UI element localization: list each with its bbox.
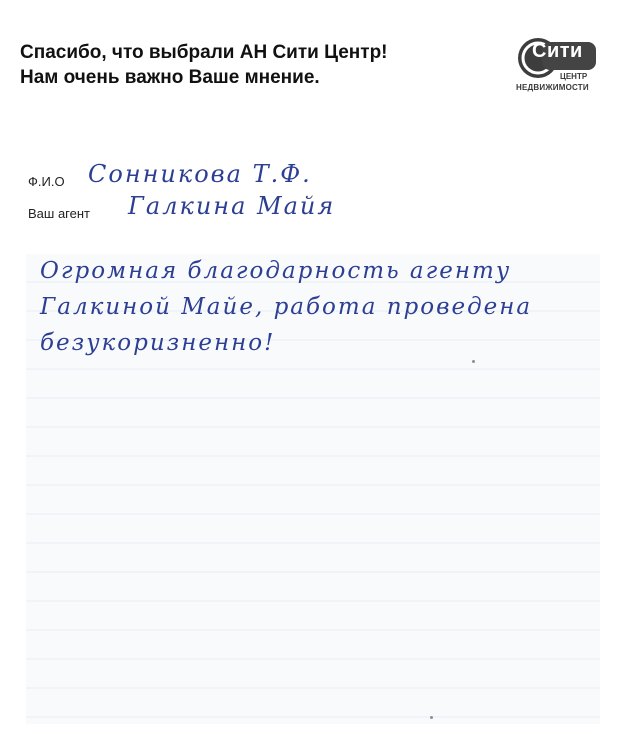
- name-value: Сонникова Т.Ф.: [88, 160, 312, 188]
- comment-line-3: безукоризненно!: [40, 330, 276, 356]
- agent-value: Галкина Майя: [128, 192, 336, 220]
- paper-speck: [472, 360, 475, 363]
- header-title: Спасибо, что выбрали АН Сити Центр!: [20, 42, 388, 63]
- comment-line-2: Галкиной Майе, работа проведена: [40, 294, 533, 320]
- name-label: Ф.И.О: [28, 174, 65, 189]
- header: [20, 40, 490, 90]
- comment-line-1: Огромная благодарность агенту: [40, 258, 512, 284]
- logo-subtitle-center: ЦЕНТР: [560, 72, 588, 81]
- logo-subtitle-realty: НЕДВИЖИМОСТИ: [516, 83, 589, 92]
- header-subtitle: Нам очень важно Ваше мнение.: [20, 67, 320, 88]
- logo-word: Сити: [532, 40, 583, 62]
- agent-label: Ваш агент: [28, 206, 90, 221]
- comment-area: [26, 254, 600, 724]
- paper-speck: [430, 716, 433, 719]
